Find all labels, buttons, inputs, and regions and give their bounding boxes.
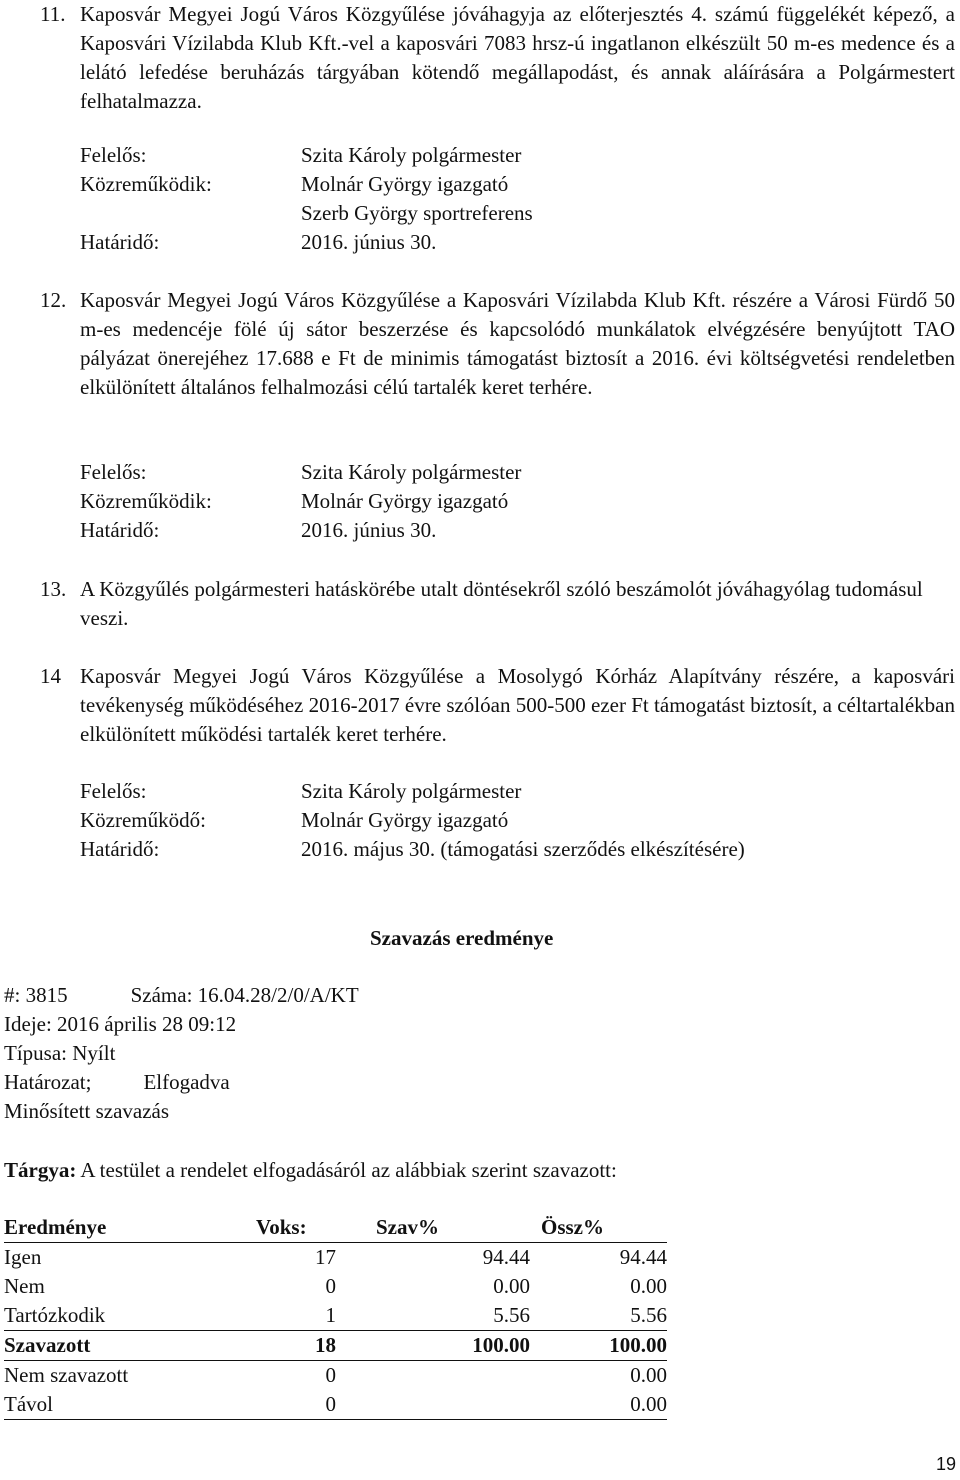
header-total-percent: Össz%: [530, 1213, 667, 1243]
responsible-label: Felelős:: [80, 460, 147, 484]
cooperator-label: Közreműködik:: [80, 489, 212, 513]
item-number: 13.: [40, 577, 67, 601]
vote-results-table: [4, 1213, 667, 1420]
cooperator-label: Közreműködik:: [80, 172, 212, 196]
row-label: Szavazott: [4, 1331, 242, 1361]
table-row: [4, 1390, 667, 1420]
item-text: Kaposvár Megyei Jogú Város Közgyűlése a Mosolygó Kórház Alapítvány részére, a kaposvári tevékenység működéséhez 2016-2017 évre szólóan 500-500 ezer Ft támogatást biztosít, a céltartalékban elkülönített működési tartalék keret terhére.: [80, 664, 955, 746]
responsible-value: Szita Károly polgármester: [301, 143, 522, 167]
row-votes: 0: [325, 1274, 336, 1298]
deadline-label: Határidő:: [80, 837, 160, 861]
vote-id: #: 3815: [4, 983, 68, 1007]
vote-result-title: Szavazás eredménye: [370, 926, 554, 950]
row-vote-percent: 100.00: [336, 1331, 530, 1361]
row-votes: 1: [242, 1301, 336, 1331]
responsible-value: Szita Károly polgármester: [301, 779, 522, 803]
row-total-percent: 5.56: [530, 1301, 667, 1331]
responsibility-block-11: [80, 141, 533, 257]
row-vote-percent: [336, 1361, 530, 1391]
row-vote-percent: [336, 1390, 530, 1420]
item-number: 12.: [40, 288, 67, 312]
vote-time: Ideje: 2016 április 28 09:12: [4, 1012, 237, 1036]
row-total-percent: 0.00: [630, 1274, 667, 1298]
cooperator-label: Közreműködő:: [80, 808, 206, 832]
row-total-percent: 94.44: [619, 1245, 667, 1269]
resolution-item-14: [40, 662, 955, 749]
vote-subject-label: Tárgya:: [4, 1158, 77, 1182]
cooperator-value: Molnár György igazgató: [301, 808, 509, 832]
header-vote-percent: Szav%: [336, 1213, 530, 1243]
vote-decision-label: Határozat;: [4, 1070, 92, 1094]
table-row: [4, 1272, 667, 1301]
header-votes: Voks:: [242, 1213, 336, 1243]
deadline-label: Határidő:: [80, 230, 160, 254]
responsible-label: Felelős:: [80, 779, 147, 803]
row-total-percent: 0.00: [630, 1363, 667, 1387]
responsibility-block-14: [80, 777, 745, 864]
table-header-row: [4, 1213, 667, 1243]
header-result: Eredménye: [4, 1213, 242, 1243]
row-vote-percent: 94.44: [482, 1245, 530, 1269]
row-vote-percent: 5.56: [336, 1301, 530, 1331]
vote-number: Száma: 16.04.28/2/0/A/KT: [130, 983, 359, 1007]
deadline-value: 2016. május 30. (támogatási szerződés elkészítésére): [301, 837, 745, 861]
row-votes: 0: [242, 1390, 336, 1420]
row-vote-percent: 0.00: [493, 1274, 530, 1298]
row-votes: 17: [315, 1245, 336, 1269]
resolution-item-12: [40, 286, 955, 402]
deadline-value: 2016. június 30.: [301, 518, 437, 542]
vote-meta: [4, 981, 359, 1126]
responsibility-block-12: [80, 458, 521, 545]
table-row-total: [4, 1331, 667, 1361]
table-row: [4, 1361, 667, 1391]
cooperator-label-2: [80, 199, 301, 228]
row-total-percent: 100.00: [530, 1331, 667, 1361]
row-label: Nem szavazott: [4, 1363, 129, 1387]
item-text: A Közgyűlés polgármesteri hatáskörébe utalt döntésekről szóló beszámolót jóváhagyólag tudomásul veszi.: [80, 577, 923, 630]
vote-subject-text: A testület a rendelet elfogadásáról az alábbiak szerint szavazott:: [80, 1158, 617, 1182]
deadline-value: 2016. június 30.: [301, 230, 437, 254]
vote-type: Típusa: Nyílt: [4, 1041, 116, 1065]
responsible-label: Felelős:: [80, 143, 147, 167]
row-label: Tartózkodik: [4, 1301, 242, 1331]
vote-qualification: Minősített szavazás: [4, 1099, 170, 1123]
row-label: Igen: [4, 1245, 42, 1269]
item-number: 11.: [40, 2, 66, 26]
vote-decision-value: Elfogadva: [143, 1070, 230, 1094]
item-text: Kaposvár Megyei Jogú Város Közgyűlése a Kaposvári Vízilabda Klub Kft. részére a Városi Fürdő 50 m-es medencéje fölé új sátor beszerzése és kapcsolódó munkálatok elvégzésére benyújtott TAO pályázat önerejéhez 17.688 e Ft de minimis támogatást biztosít a 2016. évi költségvetési rendeletben elkülönített általános felhalmozási célú tartalék keret terhére.: [80, 288, 955, 399]
deadline-label: Határidő:: [80, 518, 160, 542]
responsible-value: Szita Károly polgármester: [301, 460, 522, 484]
row-label: Nem: [4, 1274, 45, 1298]
cooperator-value: Molnár György igazgató: [301, 489, 509, 513]
cooperator-value: Molnár György igazgató: [301, 172, 509, 196]
item-text: Kaposvár Megyei Jogú Város Közgyűlése jóváhagyja az előterjesztés 4. számú függelékét képező, a Kaposvári Vízilabda Klub Kft.-vel a kaposvári 7083 hrsz-ú ingatlanon elkészült 50 m-es medence és a lelátó lefedése beruházás tárgyában kötendő megállapodást, és annak aláírására a Polgármestert felhatalmazza.: [80, 2, 955, 113]
row-total-percent: 0.00: [530, 1390, 667, 1420]
vote-subject: [4, 1156, 617, 1185]
resolution-item-13: [40, 575, 955, 633]
cooperator-value-2: Szerb György sportreferens: [301, 201, 533, 225]
row-votes: 0: [325, 1363, 336, 1387]
row-label: Távol: [4, 1390, 242, 1420]
resolution-item-11: [40, 0, 955, 116]
table-row: [4, 1301, 667, 1331]
item-number: 14: [40, 664, 61, 688]
page-number: 19: [935, 1454, 956, 1474]
row-votes: 18: [242, 1331, 336, 1361]
table-row: [4, 1243, 667, 1273]
